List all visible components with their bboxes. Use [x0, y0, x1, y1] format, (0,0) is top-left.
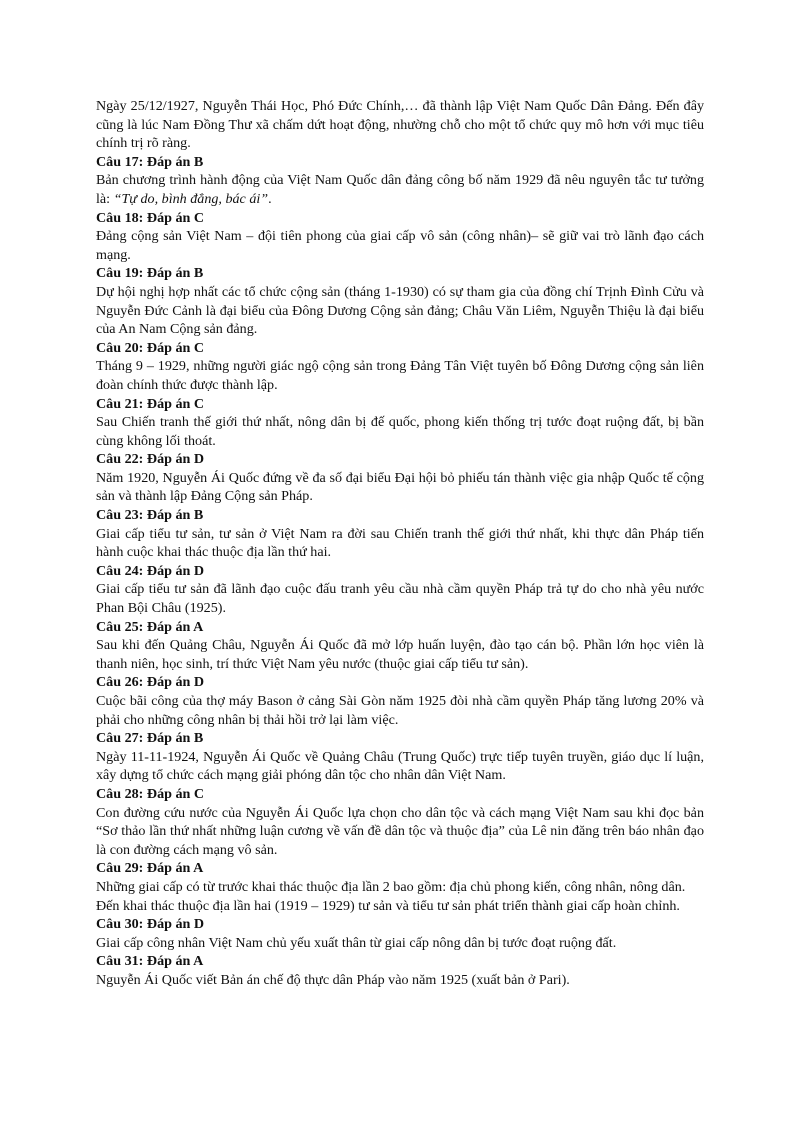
answer-explanation-23: Giai cấp tiểu tư sản, tư sản ở Việt Nam ra đời sau Chiến tranh thế giới thứ nhất, khi thực dân Pháp tiến hành cuộc khai thác thuộc địa lần thứ hai. — [96, 525, 704, 561]
answer-explanation-21: Sau Chiến tranh thế giới thứ nhất, nông dân bị đế quốc, phong kiến thống trị tước đoạt ruộng đất, bị bần cùng không lối thoát. — [96, 414, 704, 449]
answer-heading-26: Câu 26: Đáp án D — [96, 674, 205, 691]
answer-heading-25: Câu 25: Đáp án A — [96, 618, 204, 635]
answer-explanation-25: Sau khi đến Quảng Châu, Nguyễn Ái Quốc đã mở lớp huấn luyện, đào tạo cán bộ. Phần lớn học viên là thanh niên, học sinh, trí thức Việt Nam yêu nước (thuộc giai cấp tiểu tư sản). — [96, 637, 704, 672]
answer-explanation-24: Giai cấp tiểu tư sản đã lãnh đạo cuộc đấu tranh yêu cầu nhà cầm quyền Pháp trả tự do cho nhà yêu nước Phan Bội Châu (1925). — [96, 581, 704, 617]
answer-explanation-17 — [96, 171, 704, 208]
answer-heading-20: Câu 20: Đáp án C — [96, 339, 205, 356]
answer-heading-27: Câu 27: Đáp án B — [96, 730, 204, 747]
answer-heading-30: Câu 30: Đáp án D — [96, 916, 205, 933]
answer-end-17: . — [268, 190, 272, 207]
answer-explanation-30: Giai cấp công nhân Việt Nam chủ yếu xuất thân từ giai cấp nông dân bị tước đoạt ruộng đất. — [96, 934, 617, 951]
answer-text-17: Bản chương trình hành động của Việt Nam Quốc dân đảng công bố năm 1929 đã nêu nguyên tắc tư tưởng là: — [96, 172, 704, 207]
answer-explanation-26: Cuộc bãi công của thợ máy Bason ở cảng Sài Gòn năm 1925 đòi nhà cầm quyền Pháp tăng lương 20% và phải cho những công nhân bị thải hồi trở lại làm việc. — [96, 693, 704, 728]
answer-heading-21: Câu 21: Đáp án C — [96, 395, 205, 412]
answer-heading-19: Câu 19: Đáp án B — [96, 265, 204, 282]
answer-explanation-19: Dự hội nghị hợp nhất các tổ chức cộng sản (tháng 1-1930) có sự tham gia của đồng chí Trịnh Đình Cửu và Nguyễn Đức Cảnh là đại biểu của Đông Dương Cộng sản đảng; Châu Văn Liêm, Nguyễn Thiệu là đại biểu của An Nam Cộng sản đảng. — [96, 283, 704, 338]
answer-explanation-29-continued: Đến khai thác thuộc địa lần hai (1919 – 1929) tư sản và tiểu tư sản phát triển thành giai cấp hoàn chỉnh. — [96, 897, 680, 914]
document-page — [96, 97, 704, 990]
answer-heading-24: Câu 24: Đáp án D — [96, 562, 205, 579]
answer-heading-29: Câu 29: Đáp án A — [96, 860, 204, 877]
answer-explanation-29: Những giai cấp có từ trước khai thác thuộc địa lần 2 bao gồm: địa chủ phong kiến, công nhân, nông dân. — [96, 878, 686, 895]
answer-heading-17: Câu 17: Đáp án B — [96, 153, 204, 170]
answer-explanation-28: Con đường cứu nước của Nguyễn Ái Quốc lựa chọn cho dân tộc và cách mạng Việt Nam sau khi đọc bản “Sơ thảo lần thứ nhất những luận cương về vấn đề dân tộc và thuộc địa” của Lê nin đăng trên báo nhân đạo là con đường cách mạng vô sản. — [96, 804, 704, 858]
answer-explanation-18: Đảng cộng sản Việt Nam – đội tiên phong của giai cấp vô sản (công nhân)– sẽ giữ vai trò lãnh đạo cách mạng. — [96, 228, 704, 263]
answer-heading-22: Câu 22: Đáp án D — [96, 451, 205, 468]
answer-heading-23: Câu 23: Đáp án B — [96, 507, 204, 524]
answer-quote-17: “Tự do, bình đẳng, bác ái” — [113, 190, 269, 207]
answer-explanation-20: Tháng 9 – 1929, những người giác ngộ cộng sản trong Đảng Tân Việt tuyên bố Đông Dương cộng sản liên đoàn chính thức được thành lập. — [96, 358, 704, 393]
answer-heading-28: Câu 28: Đáp án C — [96, 785, 205, 802]
answer-explanation-31: Nguyễn Ái Quốc viết Bản án chế độ thực dân Pháp vào năm 1925 (xuất bản ở Pari). — [96, 971, 570, 988]
intro-paragraph: Ngày 25/12/1927, Nguyễn Thái Học, Phó Đức Chính,… đã thành lập Việt Nam Quốc Dân Đảng. Đến đây cũng là lúc Nam Đồng Thư xã chấm dứt hoạt động, nhường chỗ cho một tổ chức quy mô hơn với mục tiêu chính trị rõ ràng. — [96, 98, 704, 152]
answer-explanation-27: Ngày 11-11-1924, Nguyễn Ái Quốc về Quảng Châu (Trung Quốc) trực tiếp tuyên truyền, giáo dục lí luận, xây dựng tổ chức cách mạng giải phóng dân tộc cho nhân dân Việt Nam. — [96, 748, 704, 784]
answer-heading-18: Câu 18: Đáp án C — [96, 209, 205, 226]
answer-explanation-22: Năm 1920, Nguyễn Ái Quốc đứng về đa số đại biểu Đại hội bỏ phiếu tán thành việc gia nhập Quốc tế cộng sản và thành lập Đảng Cộng sản Pháp. — [96, 469, 704, 505]
answer-heading-31: Câu 31: Đáp án A — [96, 953, 204, 970]
